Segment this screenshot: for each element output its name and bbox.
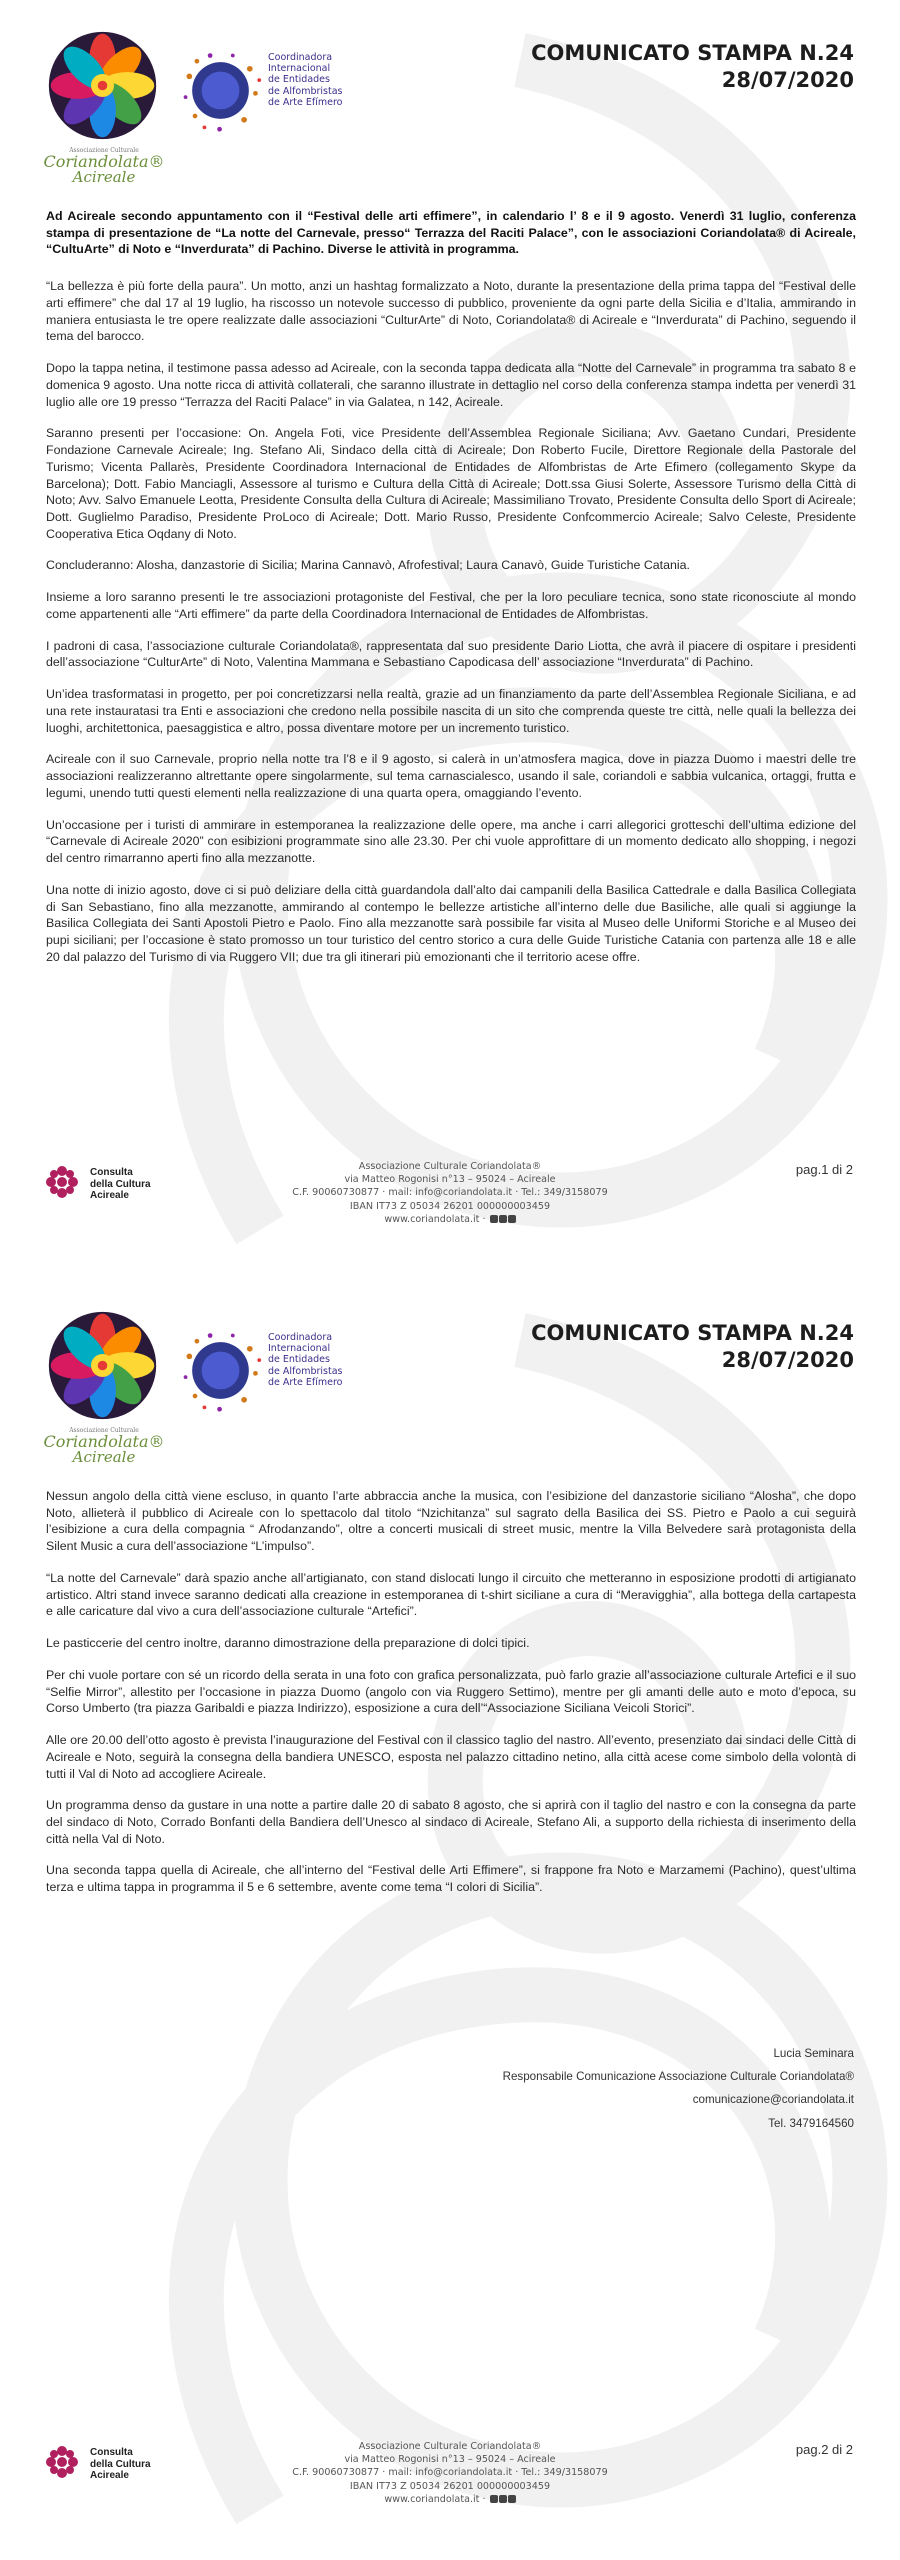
- coord-line: de Entidades: [268, 1354, 330, 1366]
- coord-line: de Alfombristas: [268, 1365, 343, 1377]
- facebook-icon[interactable]: [499, 1215, 507, 1223]
- footer-website[interactable]: www.coriandolata.it ·: [384, 1213, 486, 1225]
- consulta-line: Acireale: [90, 2470, 129, 2481]
- coord-line: Coordinadora: [268, 1332, 333, 1343]
- coordinadora-globe-icon: [178, 1328, 263, 1413]
- footer-line: IBAN IT73 Z 05034 26201 000000003459: [349, 1200, 551, 1212]
- coriandolata-wordmark: [34, 148, 174, 185]
- page1-body: [46, 208, 856, 980]
- page-number: pag.1 di 2: [795, 1162, 853, 1177]
- consulta-cultura-logo-icon: [42, 1162, 82, 1202]
- press-release-date: 28/07/2020: [721, 67, 854, 92]
- footer-line: IBAN IT73 Z 05034 26201 000000003459: [349, 2480, 551, 2492]
- paragraph: Dopo la tappa netina, il testimone passa adesso ad Acireale, con la seconda tappa dedicata alla “Notte del Carnevale” in programma tra sabato 8 e domenica 9 agosto. Una notte ricca di attività collaterali, che saranno illustrate in dettaglio nel corso della conferenza stampa indetta per venerdì 31 luglio alle ore 19 presso “Terrazza del Raciti Palace” in via Galatea, n 142, Acireale.: [46, 361, 856, 409]
- press-release-number: COMUNICATO STAMPA N.24: [531, 41, 854, 65]
- document-page-2: [0, 1280, 900, 2560]
- paragraph: Concluderanno: Alosha, danzastorie di Sicilia; Marina Cannavò, Afrofestival; Laura Canavò, Guide Turistiche Catania.: [46, 558, 690, 573]
- signature-name: Lucia Seminara: [773, 2047, 854, 2060]
- paragraph: Una notte di inizio agosto, dove ci si può deliziare della città guardandola dall’alto dai campanili della Basilica Cattedrale e dalla Basilica Collegiata di San Sebastiano, fino alla mezzanotte, ammirando al contempo le bellezze artistiche all’interno delle due Basiliche, alle quali si aggiunge la Basilica Collegiata dei Santi Apostoli Pietro e Paolo. Fino alla mezzanotte sarà possibile far visita al Museo delle Uniformi Storiche e al Museo dei pupi siciliani; per l’occasione è stato promosso un tour turistico del centro storico a cura delle Guide Turistiche Catania con partenza alle 18 e alle 20 dal palazzo del Turismo di via Ruggero VII; due tra gli itinerari più emozionanti che il territorio acese offre.: [46, 882, 856, 964]
- press-release-header: [531, 40, 854, 94]
- paragraph: Un’idea trasformatasi in progetto, per poi concretizzarsi nella realtà, grazie ad un finanziamento da parte dell’Assemblea Regionale Siciliana, e ad una rete instauratasi tra Enti e associazioni che credono nella possibile nascita di un sito che comprenda queste tre città, nelle quali la bellezza dei luoghi, architettonica, paesaggistica e altro, possa diventare motore per un incremento turistico.: [46, 687, 856, 735]
- footer-line: C.F. 90060730877 · mail: info@coriandolata.it · Tel.: 349/3158079: [292, 1187, 608, 1199]
- paragraph: Acireale con il suo Carnevale, proprio nella notte tra l’8 e il 9 agosto, si calerà in un’atmosfera magica, dove in piazza Duomo i maestri delle tre associazioni realizzeranno altrettante opere singolarmente, sul tema carnascialesco, usando il sale, coriandoli e sabbia vulcanica, ortaggi, frutta e legumi, unendo tutti questi elementi nella realizzazione di una quarta opera, omaggiando l’evento.: [46, 752, 856, 800]
- consulta-cultura-label: [90, 1167, 151, 1202]
- footer-contact-block: [250, 1160, 650, 1226]
- instagram-icon[interactable]: [490, 2495, 498, 2503]
- coriandolata-logo-icon: [45, 28, 160, 143]
- brand-small-label: Associazione Culturale: [69, 147, 139, 154]
- coordinadora-wordmark: [268, 52, 388, 108]
- coord-line: de Entidades: [268, 74, 330, 86]
- press-release-number: COMUNICATO STAMPA N.24: [531, 1321, 854, 1345]
- signature-email[interactable]: comunicazione@coriandolata.it: [692, 2093, 854, 2107]
- paragraph: Una seconda tappa quella di Acireale, che all’interno del “Festival delle Arti Effimere”, si frappone fra Noto e Marzamemi (Pachino), quest’ultima terza e ultima tappa in programma il 5 e 6 settembre, avente come tema “I colori di Sicilia”.: [46, 1863, 856, 1895]
- coordinadora-globe-icon: [178, 48, 263, 133]
- paragraph: Insieme a loro saranno presenti le tre associazioni protagoniste del Festival, che per la loro peculiare tecnica, sono state riconosciute al mondo come appartenenti alle “Arti effimere” da parte della Coordinadora Internacional de Entidades de Alfombristas.: [46, 590, 856, 621]
- signature-block: [503, 2042, 854, 2135]
- footer-line: via Matteo Rogonisi n°13 – 95024 – Acireale: [344, 1174, 556, 1186]
- paragraph: Le pasticcerie del centro inoltre, daranno dimostrazione della preparazione di dolci tipici.: [46, 1636, 530, 1651]
- page-number: pag.2 di 2: [795, 2442, 853, 2457]
- lead-paragraph: Ad Acireale secondo appuntamento con il “Festival delle arti effimere”, in calendario l’ 8 e il 9 agosto. Venerdì 31 luglio, conferenza stampa di presentazione de “La notte del Carnevale, presso“ Terrazza del Raciti Palace”, con le associazioni Coriandolata® di Acireale, “CultuArte” di Noto e “Inverdurata” di Pachino. Diverse le attività in programma.: [46, 209, 856, 257]
- watermark-swirl: [0, 1280, 900, 2560]
- brand-city: Acireale: [72, 168, 136, 186]
- footer-line: via Matteo Rogonisi n°13 – 95024 – Acireale: [344, 2454, 556, 2466]
- brand-name: Coriandolata®: [43, 1432, 165, 1451]
- consulta-line: Consulta: [90, 2447, 133, 2458]
- brand-city: Acireale: [72, 1448, 136, 1466]
- footer-website-row: [250, 2493, 650, 2506]
- paragraph: Per chi vuole portare con sé un ricordo della serata in una foto con grafica personalizzata, può farlo grazie all’associazione culturale Artefici e il suo “Selfie Mirror”, allestito per l’occasione in piazza Duomo (angolo con via Ruggero Settimo), mentre per gli amanti delle auto e moto d’epoca, su Corso Umberto (tra piazza Garibaldi e piazza Indirizzo), esposizione a cura dell’“Associazione Siciliana Veicoli Storici”.: [46, 1667, 856, 1716]
- brand-small-label: Associazione Culturale: [69, 1427, 139, 1434]
- signature-phone: Tel. 3479164560: [768, 2116, 854, 2130]
- paragraph: Saranno presenti per l’occasione: On. Angela Foti, vice Presidente dell’Assemblea Regionale Siciliana; Avv. Gaetano Cundari, Presidente Fondazione Carnevale Acireale; Ing. Stefano Ali, Sindaco della città di Acireale; Don Roberto Fucile, Direttore Regionale della Pastorale del Turismo; Vicenta Pallarès, Presidente Coordinadora Internacional de Entidades de Alfombristas de Arte Efimero (collegamento Skype da Barcelona); Dott. Fabio Manciagli, Assessore al turismo e Cultura della Città di Acireale; Dott.ssa Giusi Solerte, Assessore Turismo della Città di Noto; Avv. Salvo Emanuele Leotta, Presidente Consulta della Cultura di Acireale; Massimiliano Trovato, Presidente Consulta dello Sport di Acireale; Dott. Guglielmo Paradiso, Presidente ProLoco di Acireale; Dott. Mario Russo, Presidente Confcommercio Acireale; Salvo Celeste, Presidente Cooperativa Etica Oqdany di Noto.: [46, 426, 856, 541]
- footer-website-row: [250, 1213, 650, 1226]
- consulta-line: della Cultura: [90, 1178, 151, 1190]
- coord-line: Internacional: [268, 1343, 331, 1355]
- coordinadora-wordmark: [268, 1332, 388, 1388]
- brand-name: Coriandolata®: [43, 152, 165, 171]
- footer-line: Associazione Culturale Coriandolata®: [358, 1161, 542, 1172]
- footer-line: Associazione Culturale Coriandolata®: [358, 2441, 542, 2452]
- press-release-date: 28/07/2020: [721, 1347, 854, 1372]
- consulta-line: della Cultura: [90, 2458, 151, 2470]
- paragraph: Un’occasione per i turisti di ammirare in estemporanea la realizzazione delle opere, ma anche i carri allegorici grotteschi dell’ultima edizione del “Carnevale di Acireale 2020” con esibizioni programmate sino alle 23.30. Per chi vuole approfittare di un momento dedicato allo shopping, i negozi del centro rimarranno aperti fino alla mezzanotte.: [46, 817, 856, 866]
- consulta-cultura-label: [90, 2447, 151, 2482]
- coriandolata-logo-icon: [45, 1308, 160, 1423]
- coord-line: de Arte Efímero: [268, 1376, 343, 1388]
- coord-line: de Arte Efímero: [268, 96, 343, 108]
- coord-line: Internacional: [268, 63, 331, 75]
- footer-website[interactable]: www.coriandolata.it ·: [384, 2493, 486, 2505]
- footer-contact-block: [250, 2440, 650, 2506]
- instagram-icon[interactable]: [490, 1215, 498, 1223]
- paragraph: “La bellezza è più forte della paura”. Un motto, anzi un hashtag formalizzato a Noto, durante la presentazione della prima tappa del “Festival delle arti effimere” che dal 17 al 19 luglio, ha riscosso un notevole successo di pubblico, proveniente da ogni parte della Sicilia e d’Italia, ammirando in maniera entusiasta le tre opere realizzate dalle associazioni “CulturArte” di Noto, Coriandolata® di Acireale e “Inverdurata” di Pachino, seguendo il tema del barocco.: [46, 279, 856, 344]
- footer-line: C.F. 90060730877 · mail: info@coriandolata.it · Tel.: 349/3158079: [292, 2467, 608, 2479]
- consulta-line: Acireale: [90, 1190, 129, 1201]
- paragraph: “La notte del Carnevale” darà spazio anche all’artigianato, con stand dislocati lungo il circuito che metteranno in esposizione prodotti di artigianato artistico. Altri stand invece saranno dedicati alla creazione in estemporanea di t-shirt siciliane a cura di “Meravigghia”, alla bottega della cartapesta e alle caricature dal vivo a cura dell’associazione culturale “Artefici”.: [46, 1570, 856, 1619]
- youtube-icon[interactable]: [508, 2495, 516, 2503]
- youtube-icon[interactable]: [508, 1215, 516, 1223]
- coord-line: Coordinadora: [268, 52, 333, 63]
- consulta-cultura-logo-icon: [42, 2442, 82, 2482]
- paragraph: I padroni di casa, l’associazione culturale Coriandolata®, rappresentata dal suo presidente Dario Liotta, che avrà il piacere di ospitare i presidenti dell’associazione “CulturArte” di Noto, Valentina Mammana e Sebastiano Capodicasa dell’ associazione “Inverdurata” di Pachino.: [46, 638, 856, 670]
- coriandolata-wordmark: [34, 1428, 174, 1465]
- paragraph: Un programma denso da gustare in una notte a partire dalle 20 di sabato 8 agosto, che si aprirà con il taglio del nastro e con la consegna da parte del sindaco di Noto, Corrado Bonfanti della Bandiera dell’Unesco al sindaco di Acireale, Stefano Ali, a supporto della richiesta di inserimento della città nella Val di Noto.: [46, 1798, 856, 1846]
- signature-role: Responsabile Comunicazione Associazione Culturale Coriandolata®: [502, 2070, 854, 2084]
- consulta-line: Consulta: [90, 1167, 133, 1178]
- paragraph: Alle ore 20.00 dell’otto agosto è prevista l’inaugurazione del Festival con il classico taglio del nastro. All’evento, presenziato dai sindaci delle Città di Acireale e Noto, seguirà la consegna della bandiera UNESCO, esposta nel palazzo cittadino netino, alla città acese come simbolo della volontà di tutti il Val di Noto ad accogliere Acireale.: [46, 1733, 856, 1781]
- facebook-icon[interactable]: [499, 2495, 507, 2503]
- coord-line: de Alfombristas: [268, 85, 343, 97]
- paragraph: Nessun angolo della città viene escluso, in quanto l’arte abbraccia anche la musica, con l’esibizione del danzastorie siciliano “Alosha”, che dopo Noto, allieterà il pubblico di Acireale con lo spettacolo dal titolo “Nzichitanza” sul sagrato della Basilica dei SS. Pietro e Paolo a cui seguirà l’esibizione a cura della compagnia “ Afrodanzando”, oltre a concerti musicali di street music, mentre la Villa Belvedere sarà protagonista della Silent Music a cura dell’associazione “L’impulso”.: [46, 1489, 856, 1554]
- press-release-header: [531, 1320, 854, 1374]
- page2-body: [46, 1488, 856, 1911]
